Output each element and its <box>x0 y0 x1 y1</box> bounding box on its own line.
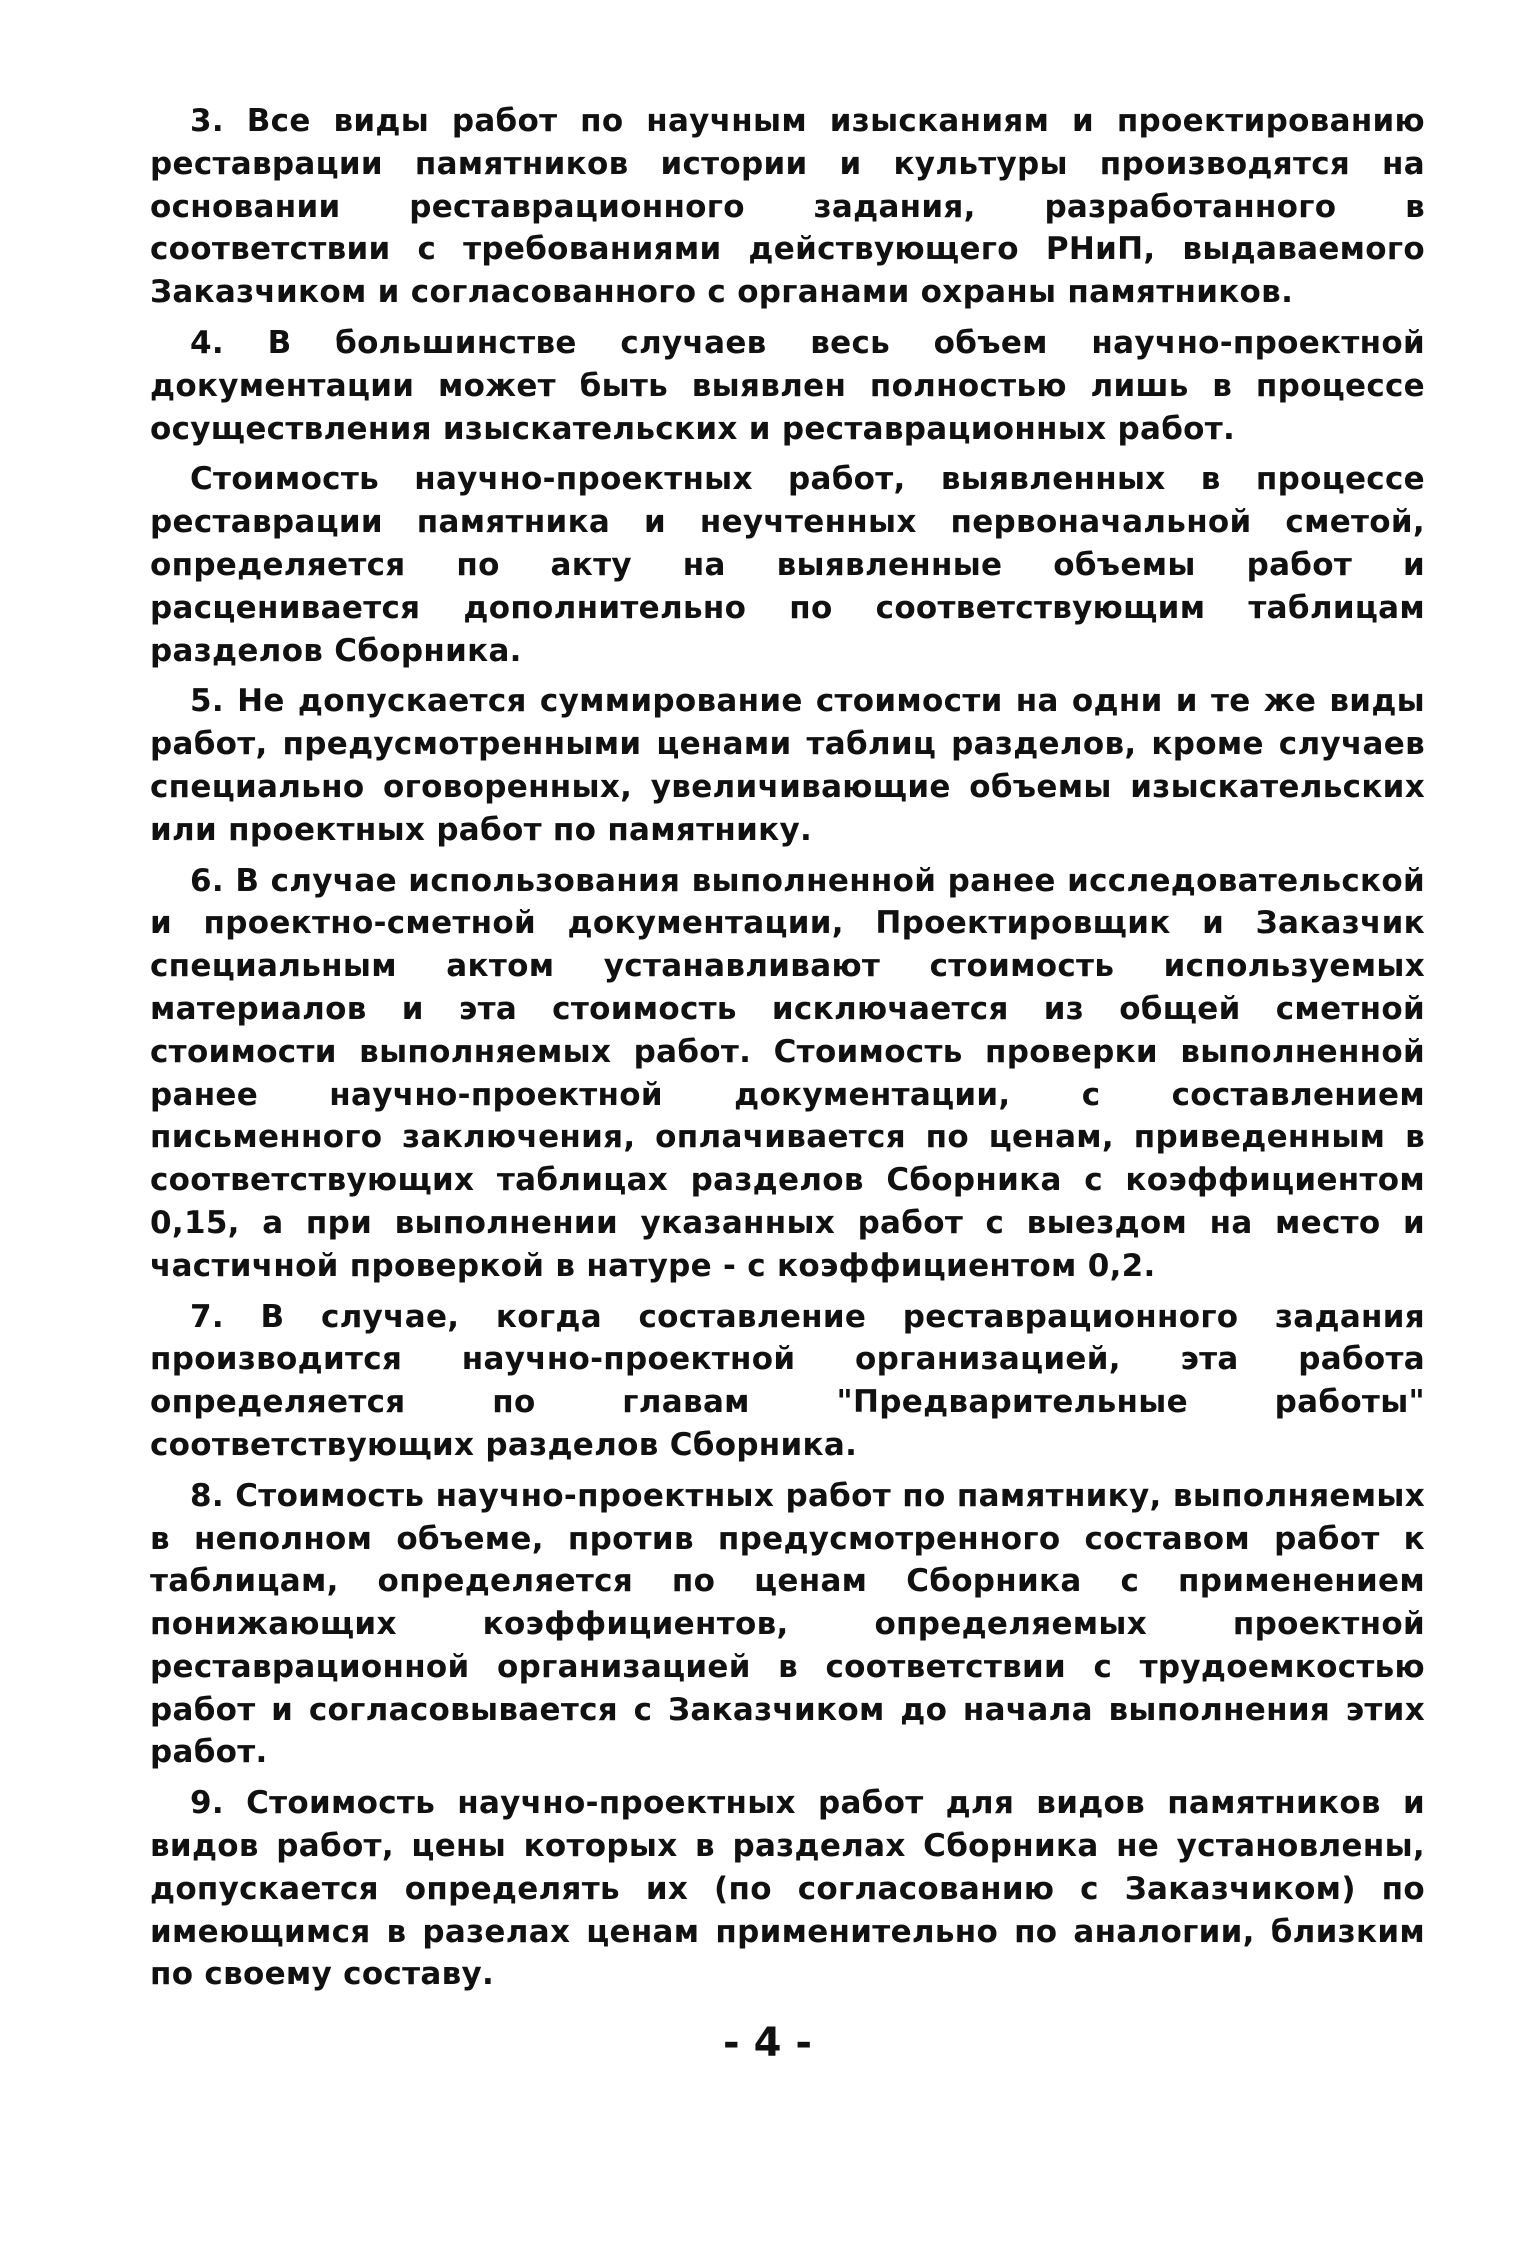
paragraph-item-3: 3. Все виды работ по научным изысканиям и проектированию реставрации памятников истории и культуры производятся на основании реставрационного задания, разработанного в соответствии с требованиями действующего РНиП, выдаваемого Заказчиком и согласованного с органами охраны памятников. <box>150 103 1425 311</box>
paragraph-cost-identified-works: Стоимость научно-проектных работ, выявленных в процессе реставрации памятника и неучтенных первоначальной сметой, определяется по акту на выявленные объемы работ и расценивается дополнительно по соответствующим таблицам разделов Сборника. <box>150 461 1425 669</box>
paragraph-item-6: 6. В случае использования выполненной ранее исследовательской и проектно-сметной документации, Проектировщик и Заказчик специальным актом устанавливают стоимость используемых материалов и эта стоимость исключается из общей сметной стоимости выполняемых работ. Стоимость проверки выполненной ранее научно-проектной документации, с составлением письменного заключения, оплачивается по ценам, приведенным в соответствующих таблицах разделов Сборника с коэффициентом 0,15, а при выполнении указанных работ с выездом на место и частичной проверкой в натуре - с коэффициентом 0,2. <box>150 862 1425 1284</box>
paragraph-item-5: 5. Не допускается суммирование стоимости на одни и те же виды работ, предусмотренными ценами таблиц разделов, кроме случаев специально оговоренных, увеличивающие объемы изыскательских или проектных работ по памятнику. <box>150 683 1425 848</box>
document-body <box>150 100 1425 2004</box>
paragraph-item-4: 4. В большинстве случаев весь объем научно-проектной документации может быть выявлен полностью лишь в процессе осуществления изыскательских и реставрационных работ. <box>150 324 1425 447</box>
paragraph-item-8: 8. Стоимость научно-проектных работ по памятнику, выполняемых в неполном объеме, против предусмотренного составом работ к таблицам, определяется по ценам Сборника с применением понижающих коэффициентов, определяемых проектной реставрационной организацией в соответствии с трудоемкостью работ и согласовывается с Заказчиком до начала выполнения этих работ. <box>150 1477 1425 1771</box>
page-number: - 4 - <box>723 2020 812 2066</box>
paragraph-item-7: 7. В случае, когда составление реставрационного задания производится научно-проектной организацией, эта работа определяется по главам "Предварительные работы" соответствующих разделов Сборника. <box>150 1298 1425 1463</box>
paragraph-item-9: 9. Стоимость научно-проектных работ для видов памятников и видов работ, цены которых в разделах Сборника не установлены, допускается определять их (по согласованию с Заказчиком) по имеющимся в разелах ценам применительно по аналогии, близким по своему составу. <box>150 1785 1425 1993</box>
